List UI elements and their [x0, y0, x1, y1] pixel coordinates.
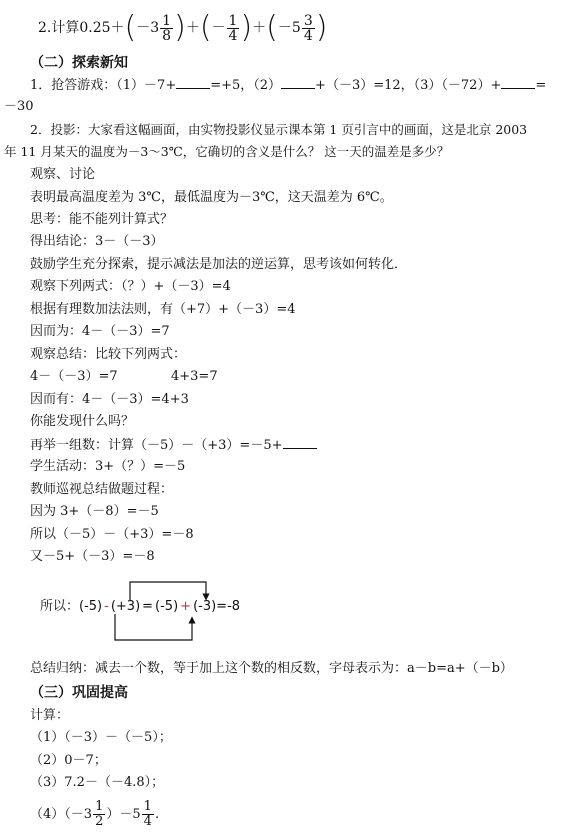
text-line-content: 再举一组数：计算（－5）－（+3）=－5+ — [30, 438, 283, 453]
right-paren: ) — [240, 10, 253, 45]
fraction-1-denominator: 8 — [162, 27, 172, 44]
left-paren: （ — [64, 807, 71, 822]
text-line: 又－5+（－3）=－8 — [30, 549, 155, 564]
right-paren: ) — [315, 10, 328, 45]
exercise-2: （2）0－7； — [30, 753, 107, 768]
calc-label: 计算： — [30, 708, 70, 723]
term1-sign: －3 — [136, 20, 160, 36]
term3-sign: －5 — [277, 20, 301, 36]
text-line: 表明最高温度差为 3℃，最低温度为－3℃，这天温差为 6℃。 — [30, 190, 393, 205]
diagram-equation — [40, 598, 240, 616]
diagram-term: (+3) — [110, 599, 141, 614]
text-line: 你能发现什么吗？ — [30, 414, 135, 429]
text-line: 得出结论：3－（－3） — [30, 234, 164, 249]
fraction-denominator: 2 — [95, 814, 104, 829]
fraction-2-denominator: 4 — [228, 27, 238, 44]
item-1-line-2: －30 — [4, 99, 34, 114]
left-paren: ( — [124, 10, 137, 45]
fraction-ex4-2 — [142, 800, 154, 829]
section-3-title: （三）巩固提高 — [30, 685, 128, 701]
text-line: 因为 3+（－8）=－5 — [30, 504, 159, 519]
exercise-4 — [30, 798, 159, 832]
summary: 总结归纳：减去一个数，等于加上这个数的相反数，字母表示为：a－b=a+（－b） — [30, 661, 513, 676]
text-line: 观察、讨论 — [30, 167, 96, 182]
item-2-line-1: 2．投影：大家看这幅画面，由实物投影仪显示课本第 1 页引言中的画面，这是北京 2003 — [30, 122, 528, 137]
fraction-denominator: 4 — [143, 814, 152, 829]
left-paren: ( — [266, 10, 278, 45]
diagram-equals: = — [142, 599, 154, 614]
fraction-ex4-1 — [93, 800, 105, 829]
text-line: 根据有理数加法法则，有（+7）+（－3）=4 — [30, 302, 296, 317]
text-line: 所以（－5）－（+3）=－8 — [30, 527, 194, 542]
fraction-3-numerator: 3 — [303, 12, 313, 29]
left-paren: ( — [199, 10, 212, 45]
mixed-number-integer: －5 — [119, 807, 141, 822]
plus-sign: ＋ — [185, 20, 200, 36]
fraction-3-denominator: 4 — [303, 27, 313, 44]
diagram-term: (-5) — [79, 599, 103, 614]
right-paren: ) — [174, 10, 186, 45]
item-1-text-c: +（－3）=12，（3）（－72）+ — [315, 78, 502, 93]
section-2-title: （二）探索新知 — [30, 55, 128, 71]
fraction-numerator: 1 — [143, 799, 152, 814]
arrow-bottom — [115, 614, 192, 640]
diagram-prefix: 所以： — [40, 599, 80, 614]
item-1-text-a: 1．抢答游戏：（1）－7+ — [30, 78, 177, 93]
exercise-1: （1）（－3）－（－5）； — [30, 730, 172, 745]
text-line: 观察下列两式：（？）+（－3）=4 — [30, 279, 231, 294]
text-line: 鼓励学生充分探索，提示减法是加法的逆运算，思考该如何转化． — [30, 257, 408, 272]
term2-sign: － — [211, 20, 226, 36]
text-line: 4+3=7 — [171, 369, 218, 384]
text-line: 观察总结：比较下列两式： — [30, 347, 187, 362]
question-2-prefix: 2.计算0.25＋ — [38, 20, 125, 36]
fraction-1-numerator: 1 — [162, 12, 172, 29]
diagram-term: (-3) — [193, 599, 217, 614]
text-line: 教师巡视总结做题过程： — [30, 482, 174, 497]
fraction-numerator: 1 — [95, 799, 104, 814]
diagram-operator: - — [104, 599, 109, 614]
diagram-operator: + — [180, 599, 192, 614]
item-1-text-d: = — [535, 78, 547, 93]
period: . — [154, 807, 160, 822]
mixed-number-integer: －3 — [70, 807, 93, 822]
item-2-line-2: 年 11 月某天的温度为－3～3℃，它确切的含义是什么？ 这一天的温差是多少？ — [4, 144, 450, 159]
plus-sign: ＋ — [252, 20, 267, 36]
text-line: 4－（－3）=7 — [30, 369, 118, 384]
diagram-term: (-5) — [155, 599, 179, 614]
diagram-result: =-8 — [216, 599, 241, 614]
text-line: 因而有：4－（－3）=4+3 — [30, 392, 189, 407]
exercise-4-prefix: （4） — [30, 807, 65, 822]
text-line: 因而为：4－（－3）=7 — [30, 324, 170, 339]
text-line: 思考：能不能列计算式？ — [30, 212, 174, 227]
exercise-3: （3）7.2－（－4.8）； — [30, 775, 165, 790]
text-line: 学生活动：3+（？）=－5 — [30, 459, 186, 474]
right-paren: ） — [106, 807, 120, 822]
fraction-2-numerator: 1 — [228, 12, 238, 29]
item-1-text-b: =+5，（2） — [210, 78, 282, 93]
